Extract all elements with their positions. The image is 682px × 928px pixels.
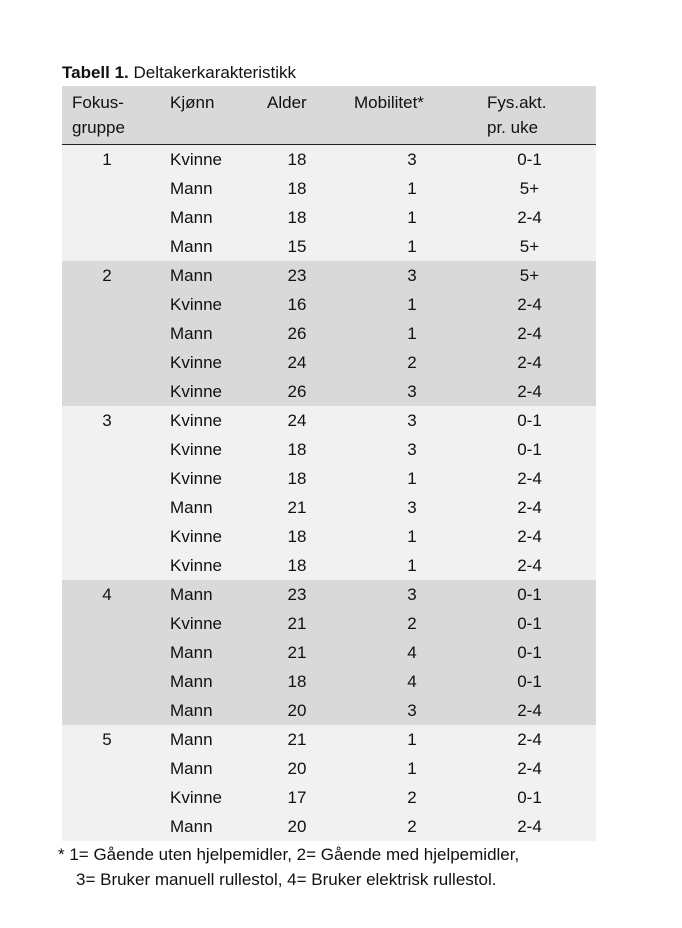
- cell-kjonn: Mann: [170, 730, 213, 749]
- cell-mobilitet: 4: [407, 643, 417, 662]
- cell-mobilitet: 1: [407, 730, 417, 749]
- cell-fysakt: 5+: [519, 266, 540, 285]
- group-5: [62, 725, 596, 841]
- cell-mobilitet: 1: [407, 295, 417, 314]
- cell-fysakt: 0-1: [517, 585, 542, 604]
- cell-kjonn: Mann: [170, 324, 213, 343]
- table-row: [62, 638, 596, 667]
- cell-mobilitet: 1: [407, 324, 417, 343]
- cell-fysakt: 0-1: [517, 411, 542, 430]
- cell-alder: 20: [287, 701, 307, 720]
- cell-mobilitet: 1: [407, 469, 417, 488]
- cell-kjonn: Kvinne: [170, 440, 222, 459]
- cell-fysakt: 0-1: [517, 643, 542, 662]
- cell-alder: 24: [287, 411, 307, 430]
- cell-fysakt: 2-4: [517, 527, 542, 546]
- footnote-line-1: * 1= Gående uten hjelpemidler, 2= Gående med hjelpemidler,: [58, 845, 520, 864]
- cell-mobilitet: 3: [407, 585, 417, 604]
- cell-kjonn: Mann: [170, 701, 213, 720]
- cell-alder: 23: [287, 585, 307, 604]
- cell-fokusgruppe: 1: [102, 150, 112, 169]
- cell-fysakt: 0-1: [517, 150, 542, 169]
- cell-kjonn: Mann: [170, 672, 213, 691]
- cell-alder: 23: [287, 266, 307, 285]
- cell-kjonn: Kvinne: [170, 353, 222, 372]
- cell-alder: 26: [287, 382, 307, 401]
- table-row: [62, 319, 596, 348]
- cell-kjonn: Kvinne: [170, 150, 222, 169]
- cell-mobilitet: 2: [407, 353, 417, 372]
- table-row: [62, 145, 596, 174]
- table-row: [62, 696, 596, 725]
- cell-alder: 18: [287, 527, 307, 546]
- header-mobilitet: Mobilitet*: [354, 93, 424, 112]
- cell-alder: 18: [287, 469, 307, 488]
- cell-mobilitet: 3: [407, 498, 417, 517]
- cell-alder: 18: [287, 440, 307, 459]
- cell-fysakt: 2-4: [517, 730, 542, 749]
- table-body: [62, 145, 596, 841]
- cell-fokusgruppe: 3: [102, 411, 112, 430]
- cell-kjonn: Mann: [170, 237, 213, 256]
- table-row: [62, 551, 596, 580]
- cell-alder: 17: [287, 788, 307, 807]
- header-fysakt: Fys.akt. pr. uke: [487, 93, 547, 137]
- cell-fysakt: 0-1: [517, 788, 542, 807]
- caption-text: Deltakerkarakteristikk: [128, 63, 296, 82]
- cell-kjonn: Mann: [170, 208, 213, 227]
- cell-kjonn: Kvinne: [170, 469, 222, 488]
- table-row: [62, 725, 596, 754]
- cell-alder: 18: [287, 150, 307, 169]
- cell-mobilitet: 3: [407, 701, 417, 720]
- cell-alder: 24: [287, 353, 307, 372]
- cell-kjonn: Mann: [170, 585, 213, 604]
- cell-fysakt: 2-4: [517, 353, 542, 372]
- cell-mobilitet: 3: [407, 411, 417, 430]
- table-row: [62, 464, 596, 493]
- cell-fysakt: 2-4: [517, 701, 542, 720]
- cell-alder: 21: [287, 498, 307, 517]
- cell-mobilitet: 1: [407, 179, 417, 198]
- cell-fysakt: 2-4: [517, 817, 542, 836]
- cell-fysakt: 0-1: [517, 440, 542, 459]
- cell-kjonn: Mann: [170, 266, 213, 285]
- cell-alder: 18: [287, 208, 307, 227]
- cell-fysakt: 2-4: [517, 382, 542, 401]
- cell-alder: 21: [287, 614, 307, 633]
- cell-mobilitet: 1: [407, 759, 417, 778]
- table-header: [62, 86, 596, 145]
- cell-kjonn: Kvinne: [170, 556, 222, 575]
- footnote: [58, 842, 519, 892]
- cell-fysakt: 2-4: [517, 759, 542, 778]
- cell-alder: 15: [287, 237, 307, 256]
- table-row: [62, 609, 596, 638]
- cell-kjonn: Mann: [170, 498, 213, 517]
- cell-kjonn: Mann: [170, 643, 213, 662]
- cell-kjonn: Mann: [170, 759, 213, 778]
- cell-fysakt: 2-4: [517, 208, 542, 227]
- cell-fokusgruppe: 2: [102, 266, 112, 285]
- cell-kjonn: Kvinne: [170, 411, 222, 430]
- header-fokusgruppe: Fokus- gruppe: [72, 93, 125, 137]
- table-row: [62, 667, 596, 696]
- table-row: [62, 783, 596, 812]
- cell-fysakt: 2-4: [517, 295, 542, 314]
- table-row: [62, 348, 596, 377]
- cell-mobilitet: 3: [407, 150, 417, 169]
- cell-fokusgruppe: 5: [102, 730, 112, 749]
- cell-fysakt: 2-4: [517, 324, 542, 343]
- cell-kjonn: Kvinne: [170, 527, 222, 546]
- table-row: [62, 232, 596, 261]
- cell-kjonn: Kvinne: [170, 614, 222, 633]
- cell-mobilitet: 1: [407, 556, 417, 575]
- cell-mobilitet: 2: [407, 788, 417, 807]
- cell-mobilitet: 2: [407, 817, 417, 836]
- table-row: [62, 261, 596, 290]
- cell-alder: 20: [287, 817, 307, 836]
- cell-mobilitet: 1: [407, 237, 417, 256]
- cell-alder: 16: [287, 295, 307, 314]
- participant-table: [62, 86, 596, 841]
- cell-kjonn: Kvinne: [170, 382, 222, 401]
- cell-mobilitet: 1: [407, 208, 417, 227]
- cell-mobilitet: 1: [407, 527, 417, 546]
- group-2: [62, 261, 596, 406]
- table-row: [62, 580, 596, 609]
- table-row: [62, 754, 596, 783]
- cell-alder: 20: [287, 759, 307, 778]
- table-row: [62, 522, 596, 551]
- table-caption: [62, 62, 296, 84]
- cell-kjonn: Mann: [170, 817, 213, 836]
- table-row: [62, 435, 596, 464]
- cell-fysakt: 5+: [519, 179, 540, 198]
- cell-mobilitet: 3: [407, 440, 417, 459]
- cell-alder: 18: [287, 179, 307, 198]
- cell-alder: 21: [287, 730, 307, 749]
- table-row: [62, 174, 596, 203]
- table-row: [62, 377, 596, 406]
- cell-fysakt: 2-4: [517, 469, 542, 488]
- table-row: [62, 493, 596, 522]
- caption-label: Tabell 1.: [62, 63, 129, 82]
- group-1: [62, 145, 596, 261]
- cell-kjonn: Kvinne: [170, 788, 222, 807]
- cell-fysakt: 0-1: [517, 614, 542, 633]
- cell-kjonn: Mann: [170, 179, 213, 198]
- group-3: [62, 406, 596, 580]
- table-row: [62, 203, 596, 232]
- cell-alder: 18: [287, 672, 307, 691]
- cell-alder: 21: [287, 643, 307, 662]
- group-4: [62, 580, 596, 725]
- header-alder: Alder: [267, 93, 307, 112]
- table-row: [62, 406, 596, 435]
- cell-fysakt: 0-1: [517, 672, 542, 691]
- header-kjonn: Kjønn: [170, 93, 215, 112]
- cell-fysakt: 2-4: [517, 498, 542, 517]
- cell-fysakt: 5+: [519, 237, 540, 256]
- table-row: [62, 290, 596, 319]
- cell-alder: 18: [287, 556, 307, 575]
- cell-mobilitet: 3: [407, 382, 417, 401]
- cell-mobilitet: 3: [407, 266, 417, 285]
- cell-kjonn: Kvinne: [170, 295, 222, 314]
- cell-mobilitet: 2: [407, 614, 417, 633]
- table-row: [62, 812, 596, 841]
- cell-mobilitet: 4: [407, 672, 417, 691]
- cell-fokusgruppe: 4: [102, 585, 112, 604]
- footnote-line-2: 3= Bruker manuell rullestol, 4= Bruker elektrisk rullestol.: [76, 870, 497, 889]
- cell-alder: 26: [287, 324, 307, 343]
- cell-fysakt: 2-4: [517, 556, 542, 575]
